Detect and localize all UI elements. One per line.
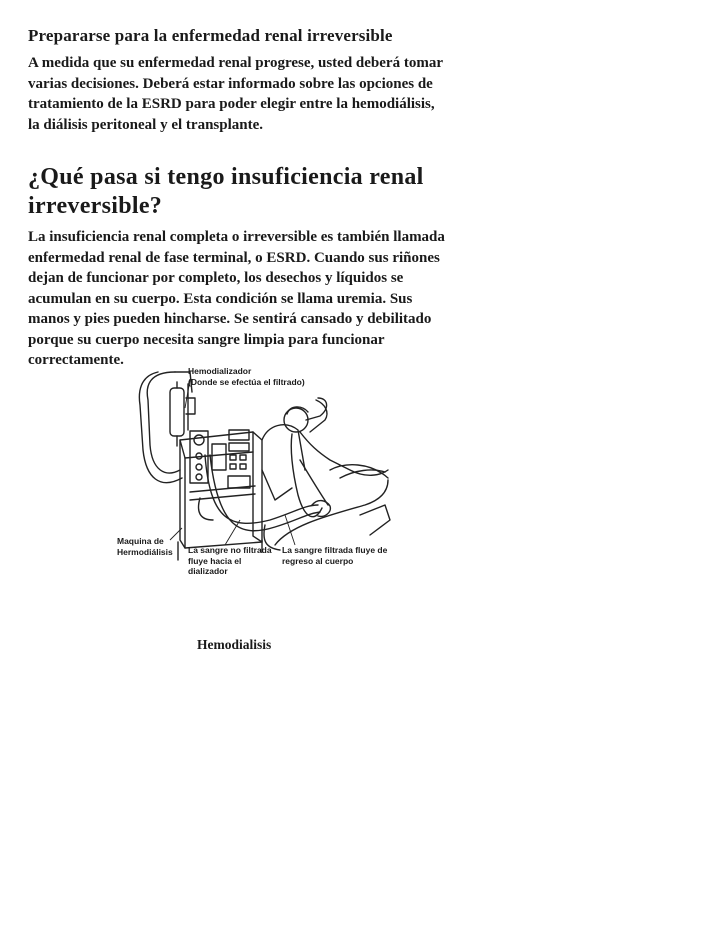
blood-in-label: La sangre no filtrada fluye hacia el dializador xyxy=(188,545,272,576)
dialyzer-label-title: Hemodializador xyxy=(188,366,252,376)
question-heading: ¿Qué pasa si tengo insuficiencia renal irreversible? xyxy=(28,164,424,219)
blood-out-label: La sangre filtrada fluye de regreso al cuerpo xyxy=(282,545,388,566)
section-title: Prepararse para la enfermedad renal irreversible xyxy=(28,26,393,45)
dialyzer-label xyxy=(188,366,368,387)
dialyzer-label-note: (Donde se efectúa el filtrado) xyxy=(188,376,305,387)
tubing-loop-left xyxy=(147,372,180,473)
dialyzer-cartridge xyxy=(170,388,184,436)
figure-caption: Hemodialisis xyxy=(197,637,272,652)
intro-paragraph: A medida que su enfermedad renal progrese, usted deberá tomar varias decisiones. Deberá estar informado sobre las opciones de tratamiento de la ESRD para poder elegir entre la hemodiálisis, la diálisis peritoneal y el transplante. xyxy=(28,55,443,133)
machine-label: Maquina de Hermodiálisis xyxy=(117,536,173,557)
body-paragraph: La insuficiencia renal completa o irreversible es también llamada enfermedad renal de fase terminal, o ESRD. Cuando sus riñones dejan de funcionar por completo, los desechos y líquidos se acumulan en su cuerpo. Esta condición se llama uremia. Sus manos y pies pueden hincharse. Se sentirá cansado y debilitado porque su cuerpo necesita sangre limpia para funcionar correctamente. xyxy=(28,229,445,368)
